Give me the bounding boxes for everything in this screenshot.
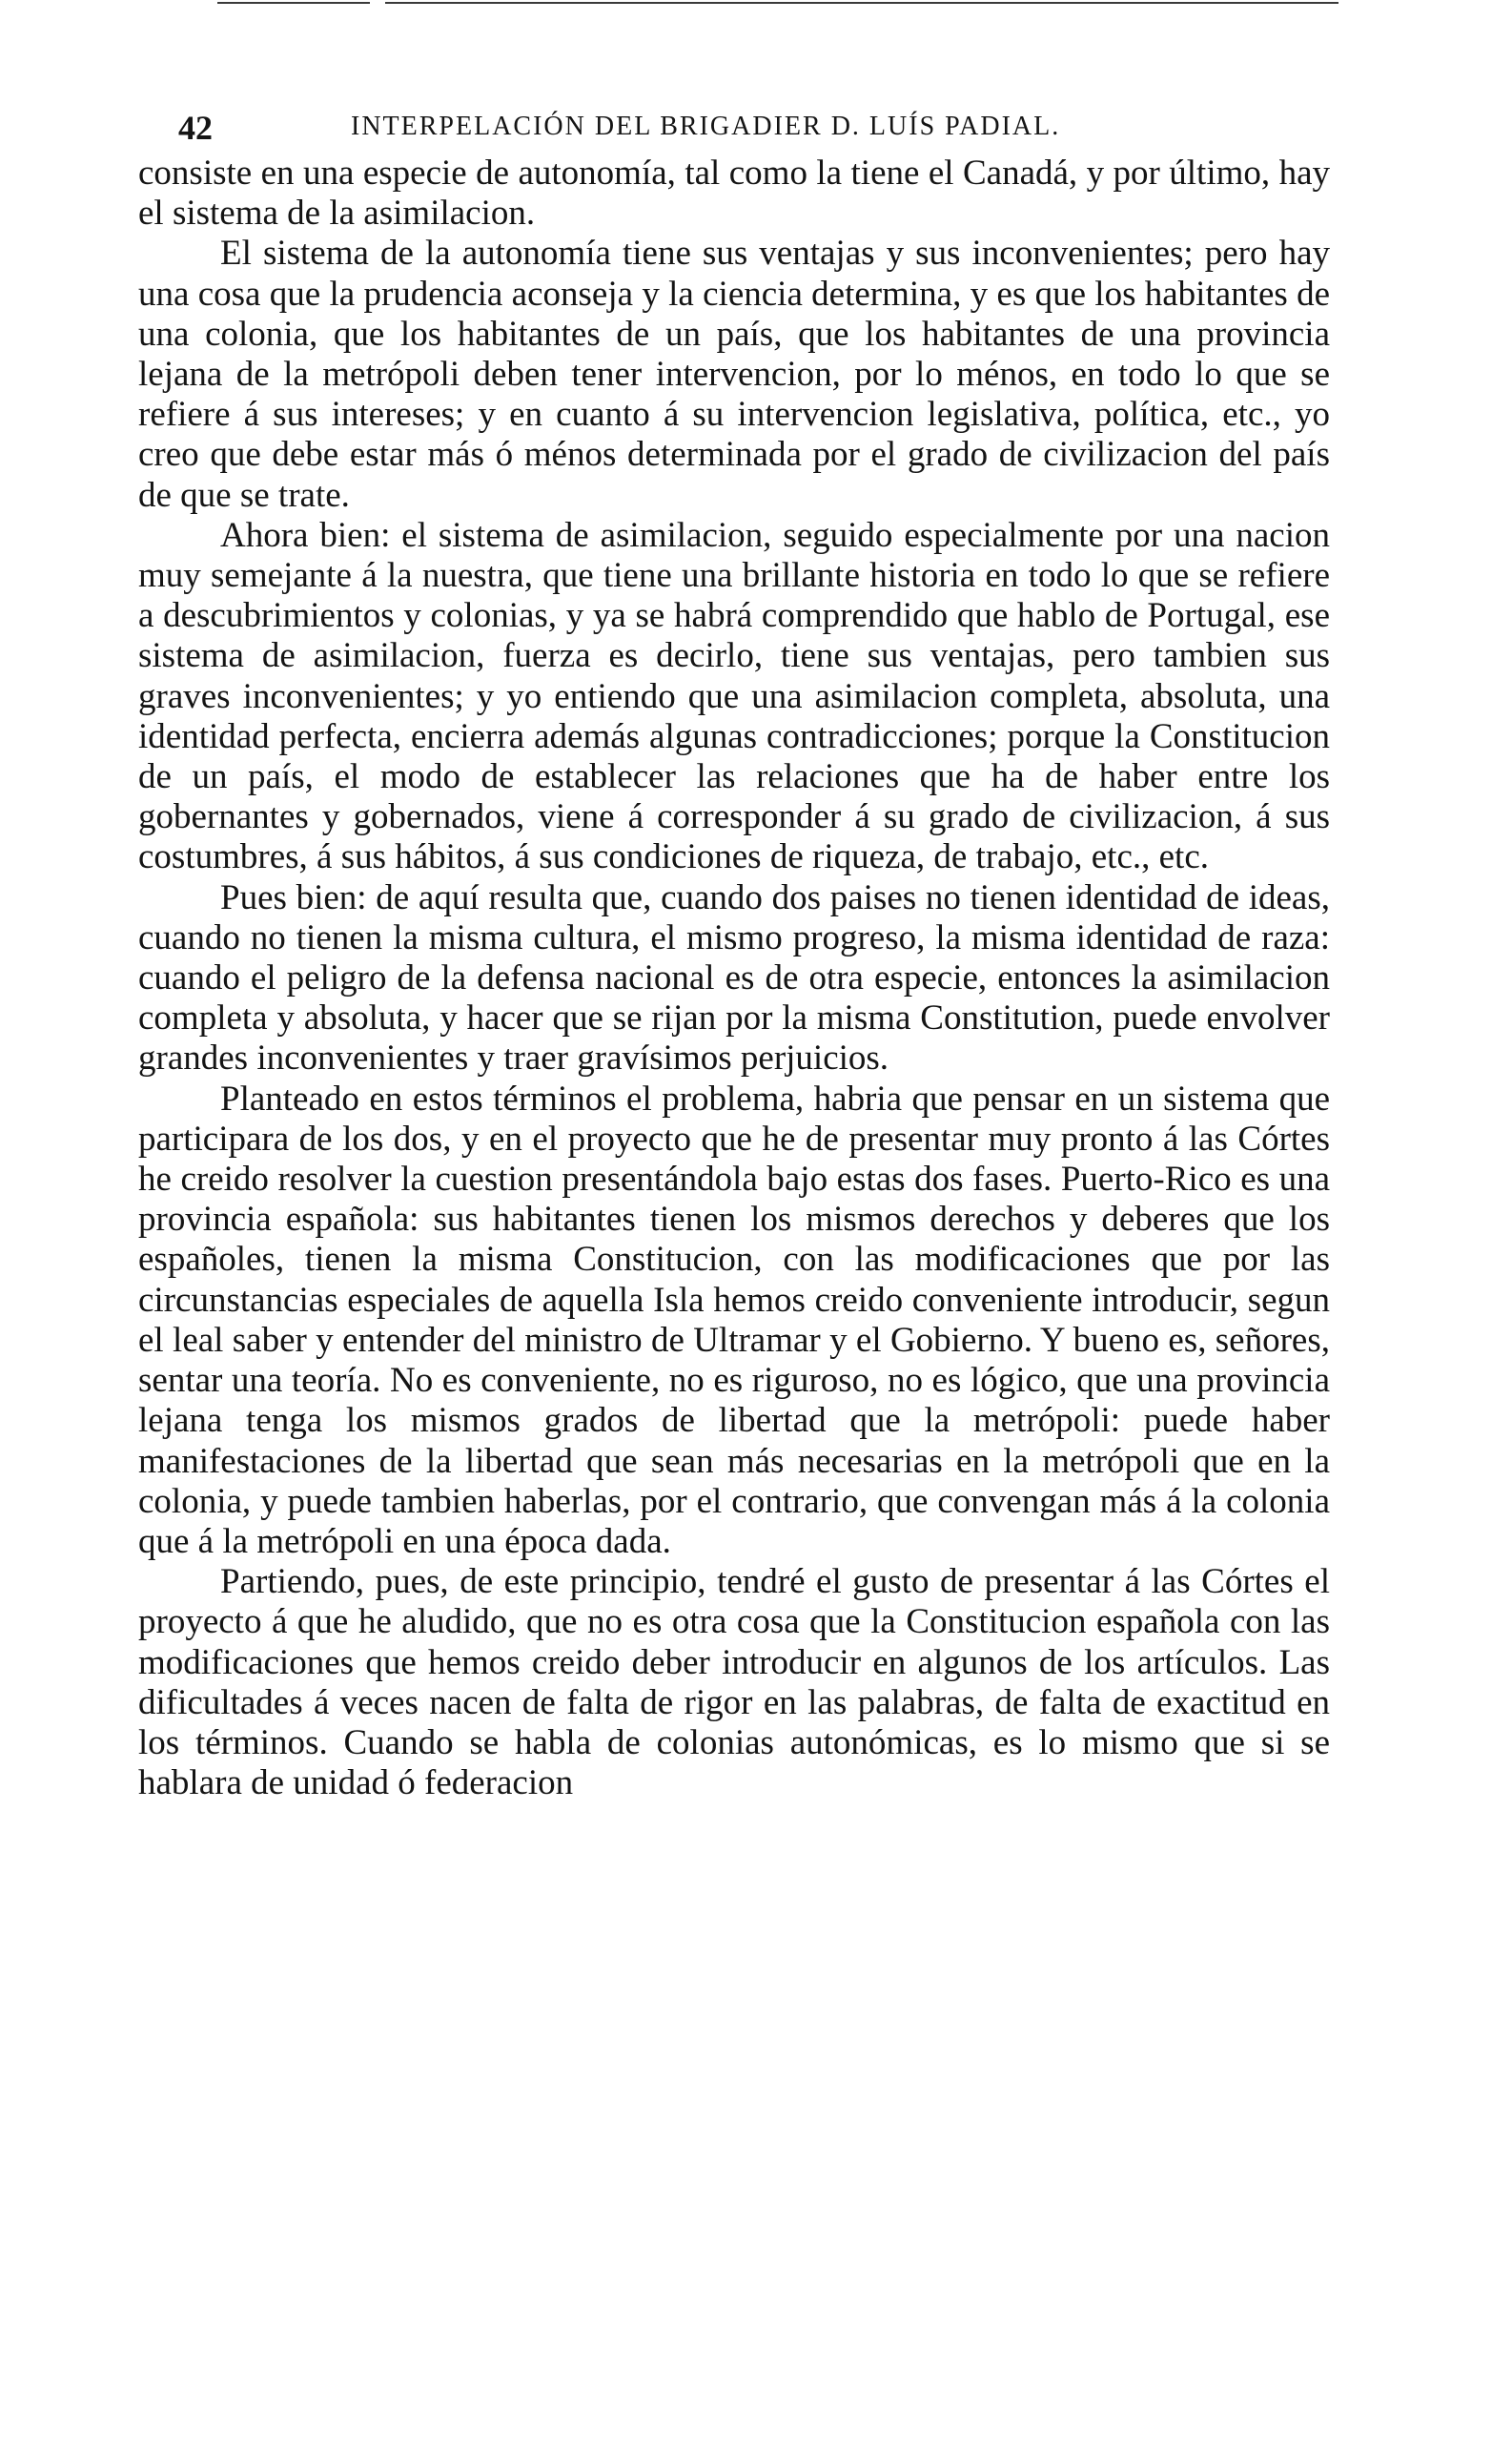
scan-edge-rule-right bbox=[385, 2, 1338, 4]
paragraph: Planteado en estos términos el problema, habria que pensar en un sistema que participara de los dos, y en el proyecto que he de presentar muy pronto á las Córtes he creido resolver la cuestion presentándola bajo estas dos fases. Puerto-Rico es una provincia española: sus habitantes tienen los mismos derechos y deberes que los españoles, tienen la misma Constitucion, con las modificaciones que por las circunstancias especiales de aquella Isla hemos creido conveniente introducir, segun el leal saber y entender del ministro de Ultramar y el Gobierno. Y bueno es, señores, sentar una teoría. No es conveniente, no es riguroso, no es lógico, que una provincia lejana tenga los mismos grados de libertad que la metrópoli: puede haber manifestaciones de la libertad que sean más necesarias en la metrópoli que en la colonia, y puede tambien haberlas, por el contrario, que convengan más á la colonia que á la metrópoli en una época dada. bbox=[138, 1079, 1330, 1561]
book-page bbox=[138, 100, 1330, 1803]
paragraph-continuation: consiste en una especie de autonomía, tal como la tiene el Canadá, y por último, hay el sistema de la asimilacion. bbox=[138, 154, 1330, 234]
running-head bbox=[138, 100, 1330, 154]
paragraph: Partiendo, pues, de este principio, tendré el gusto de presentar á las Córtes el proyecto á que he aludido, que no es otra cosa que la Constitucion española con las modificaciones que hemos creido deber introducir en algunos de los artículos. Las dificultades á veces nacen de falta de rigor en las palabras, de falta de exactitud en los términos. Cuando se habla de colonias autonómicas, es lo mismo que si se hablara de unidad ó federacion bbox=[138, 1562, 1330, 1803]
paragraph: El sistema de la autonomía tiene sus ventajas y sus inconvenientes; pero hay una cosa que la prudencia aconseja y la ciencia determina, y es que los habitantes de una colonia, que los habitantes de un país, que los habitantes de una provincia lejana de la metrópoli deben tener intervencion, por lo ménos, en todo lo que se refiere á sus intereses; y en cuanto á su intervencion legislativa, política, etc., yo creo que debe estar más ó ménos determinada por el grado de civilizacion del país de que se trate. bbox=[138, 234, 1330, 515]
running-title: INTERPELACIÓN DEL BRIGADIER D. LUÍS PADIAL. bbox=[351, 112, 1061, 141]
paragraph: Ahora bien: el sistema de asimilacion, seguido especialmente por una nacion muy semejante á la nuestra, que tiene una brillante historia en todo lo que se refiere a descubrimientos y colonias, y ya se habrá comprendido que hablo de Portugal, ese sistema de asimilacion, fuerza es decirlo, tiene sus ventajas, pero tambien sus graves inconvenientes; y yo entiendo que una asimilacion completa, absoluta, una identidad perfecta, encierra además algunas contradicciones; porque la Constitucion de un país, el modo de establecer las relaciones que ha de haber entre los gobernantes y gobernados, viene á corresponder á su grado de civilizacion, á sus costumbres, á sus hábitos, á sus condiciones de riqueza, de trabajo, etc., etc. bbox=[138, 515, 1330, 877]
page-number: 42 bbox=[178, 109, 213, 147]
body-text bbox=[138, 154, 1330, 1803]
scan-edge-rule-left bbox=[217, 2, 370, 4]
paragraph: Pues bien: de aquí resulta que, cuando dos paises no tienen identidad de ideas, cuando no tienen la misma cultura, el mismo progreso, la misma identidad de raza: cuando el peligro de la defensa nacional es de otra especie, entonces la asimilacion completa y absoluta, y hacer que se rijan por la misma Constitution, puede envolver grandes inconvenientes y traer gravísimos perjuicios. bbox=[138, 877, 1330, 1079]
